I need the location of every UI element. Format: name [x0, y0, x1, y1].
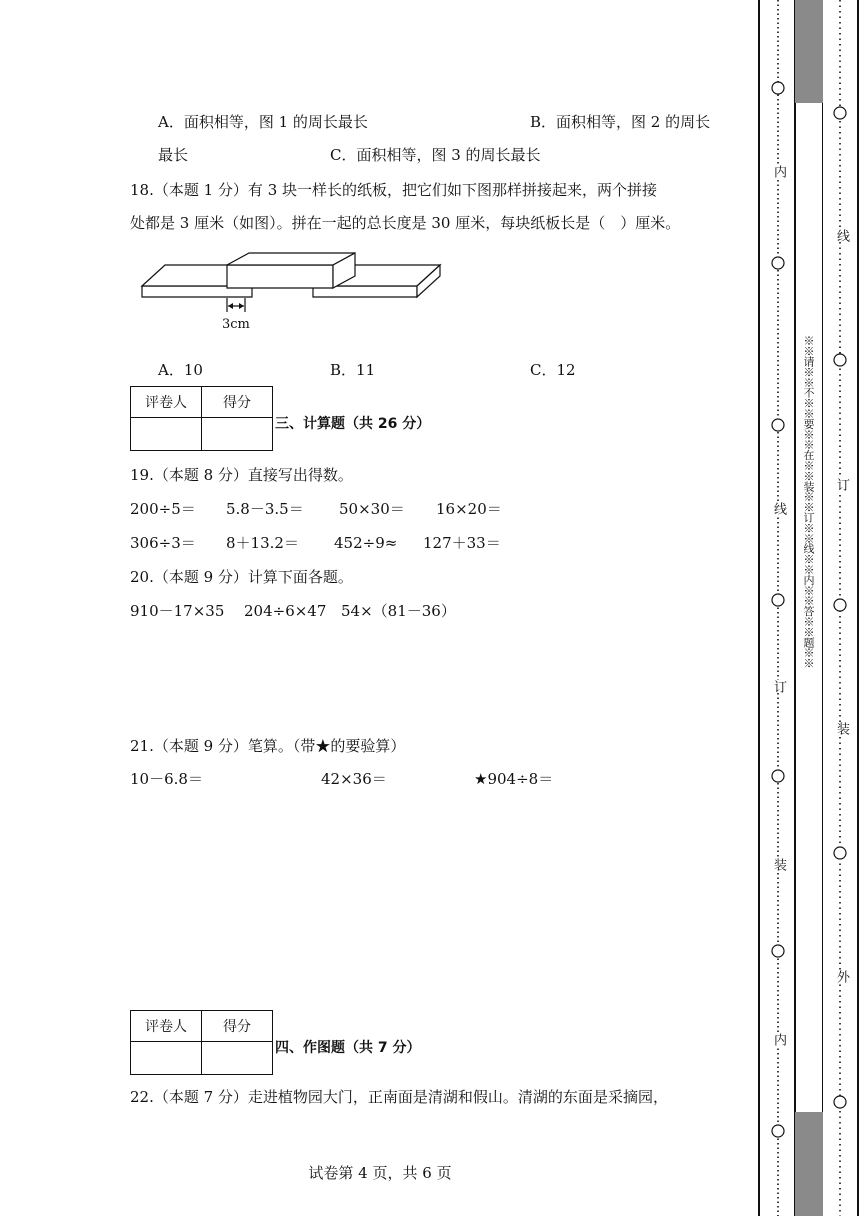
section4-title: 四、作图题（共 7 分） [275, 1040, 421, 1056]
q21-item: 10－6.8＝ [130, 770, 203, 788]
binding-inner-char: 内 [771, 1033, 786, 1046]
q19-item: 50×30＝ [339, 500, 405, 518]
binding-margin [758, 0, 860, 1216]
page-footer: 试卷第 4 页，共 6 页 [308, 1164, 452, 1182]
score-table-section3 [130, 386, 273, 451]
q19-item: 127＋33＝ [423, 534, 501, 552]
q18-figure-label: 3cm [222, 317, 250, 332]
score-table-score-header: 得分 [202, 387, 273, 418]
binding-inner-char: 装 [771, 858, 786, 871]
score-table-score-cell[interactable] [202, 1042, 273, 1075]
q18-cardboard-figure [135, 248, 447, 340]
q21-item: 42×36＝ [321, 770, 387, 788]
binding-border-left [758, 0, 760, 1216]
binding-outer-char: 线 [834, 229, 849, 242]
q22-stem-line1: 22.（本题 7 分）走进植物园大门，正南面是清湖和假山。清湖的东面是采摘园， [130, 1088, 668, 1106]
binding-border-far [857, 0, 859, 1216]
q17-option-a: A．面积相等，图 1 的周长最长 [158, 113, 368, 131]
q19-item: 8＋13.2＝ [226, 534, 299, 552]
q18-option-c: C．12 [530, 361, 576, 379]
q18-stem-line1: 18.（本题 1 分）有 3 块一样长的纸板，把它们如下图那样拼接起来，两个拼接 [130, 181, 658, 199]
score-table-score-cell[interactable] [202, 418, 273, 451]
q19-item: 5.8－3.5＝ [226, 500, 304, 518]
q19-item: 452÷9≈ [334, 534, 398, 552]
q21-stem: 21.（本题 9 分）笔算。（带★的要验算） [130, 737, 406, 755]
binding-outer-char: 外 [834, 970, 849, 983]
q19-stem: 19.（本题 8 分）直接写出得数。 [130, 466, 353, 484]
score-table-grader-header: 评卷人 [131, 387, 202, 418]
score-table-grader-cell[interactable] [131, 1042, 202, 1075]
q18-option-b: B．11 [330, 361, 376, 379]
outer-seal-dotted-line [830, 0, 850, 1216]
binding-outer-char: 装 [834, 722, 849, 735]
q17-option-b: B．面积相等，图 2 的周长 [530, 113, 711, 131]
q20-item: 910－17×35 [130, 602, 225, 620]
q19-item: 200÷5＝ [130, 500, 196, 518]
binding-inner-char: 订 [771, 680, 786, 693]
q18-option-a: A．10 [158, 361, 203, 379]
binding-outer-char: 订 [834, 478, 849, 491]
score-table-score-header: 得分 [202, 1011, 273, 1042]
q20-item: 54×（81－36） [341, 602, 456, 620]
score-table-section4 [130, 1010, 273, 1075]
score-table-grader-cell[interactable] [131, 418, 202, 451]
binding-notice: ※※请※※不※※要※※在※※装※※订※※线※※内※※答※※题※※ [802, 335, 815, 668]
binding-inner-char: 内 [771, 165, 786, 178]
q20-item: 204÷6×47 [244, 602, 327, 620]
binding-inner-char: 线 [771, 502, 786, 515]
section3-title: 三、计算题（共 26 分） [275, 416, 431, 432]
q19-item: 306÷3＝ [130, 534, 196, 552]
q17-option-c: C．面积相等，图 3 的周长最长 [330, 146, 541, 164]
q21-item: ★904÷8＝ [474, 770, 554, 788]
q19-item: 16×20＝ [436, 500, 502, 518]
q18-stem-line2: 处都是 3 厘米（如图）。拼在一起的总长度是 30 厘米，每块纸板长是（ ）厘米。 [130, 214, 681, 232]
q20-stem: 20.（本题 9 分）计算下面各题。 [130, 568, 353, 586]
q17-option-b-continued: 最长 [158, 146, 189, 164]
score-table-grader-header: 评卷人 [131, 1011, 202, 1042]
